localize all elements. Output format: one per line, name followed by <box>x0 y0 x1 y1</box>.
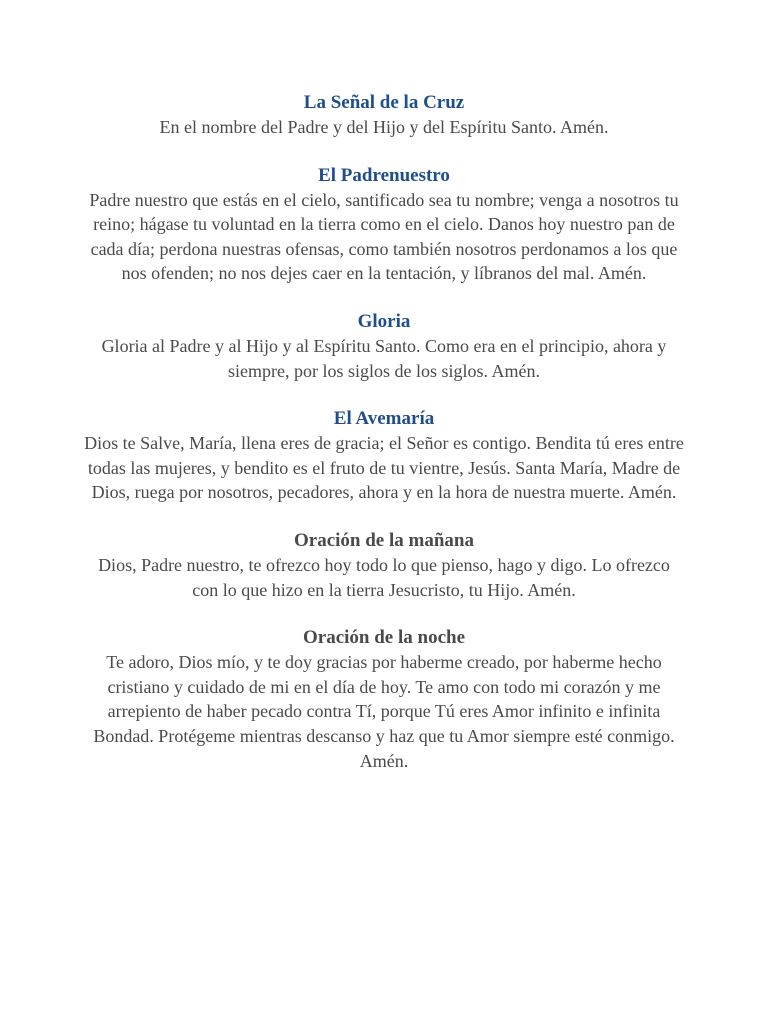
prayer-text: Padre nuestro que estás en el cielo, santificado sea tu nombre; venga a nosotros tu reino; hágase tu voluntad en la tierra como en el cielo. Danos hoy nuestro pan de cada día; perdona nuestras ofensas, como también nosotros perdonamos a los que nos ofenden; no nos dejes caer en la tentación, y líbranos del mal. Amén. <box>89 189 679 284</box>
prayer-night <box>84 625 684 773</box>
prayer-text: En el nombre del Padre y del Hijo y del Espíritu Santo. Amén. <box>159 117 609 137</box>
prayer-title: Oración de la mañana <box>294 529 474 551</box>
prayer-sign-of-cross <box>84 90 684 140</box>
prayer-gloria <box>84 309 684 383</box>
prayer-text: Gloria al Padre y al Hijo y al Espíritu Santo. Como era en el principio, ahora y siempre, por los siglos de los siglos. Amén. <box>101 335 667 381</box>
prayer-text: Dios, Padre nuestro, te ofrezco hoy todo lo que pienso, hago y digo. Lo ofrezco con lo que hizo en la tierra Jesucristo, tu Hijo. Amén. <box>98 554 670 600</box>
prayer-hail-mary <box>84 406 684 505</box>
prayer-title: Gloria <box>357 310 411 332</box>
prayer-morning <box>84 528 684 602</box>
prayer-title: El Avemaría <box>333 408 435 430</box>
prayer-title: El Padrenuestro <box>318 164 450 186</box>
prayer-text: Dios te Salve, María, llena eres de gracia; el Señor es contigo. Bendita tú eres entre todas las mujeres, y bendito es el fruto de tu vientre, Jesús. Santa María, Madre de Dios, ruega por nosotros, pecadores, ahora y en la hora de nuestra muerte. Amén. <box>84 433 684 503</box>
prayer-text: Te adoro, Dios mío, y te doy gracias por haberme creado, por haberme hecho cristiano y cuidado de mi en el día de hoy. Te amo con todo mi corazón y me arrepiento de haber pecado contra Tí, porque Tú eres Amor infinito e infinita Bondad. Protégeme mientras descanso y haz que tu Amor siempre esté conmigo. Amén. <box>93 652 675 771</box>
prayer-title: Oración de la noche <box>302 627 466 649</box>
prayer-our-father <box>84 163 684 286</box>
prayer-title: La Señal de la Cruz <box>303 92 465 113</box>
